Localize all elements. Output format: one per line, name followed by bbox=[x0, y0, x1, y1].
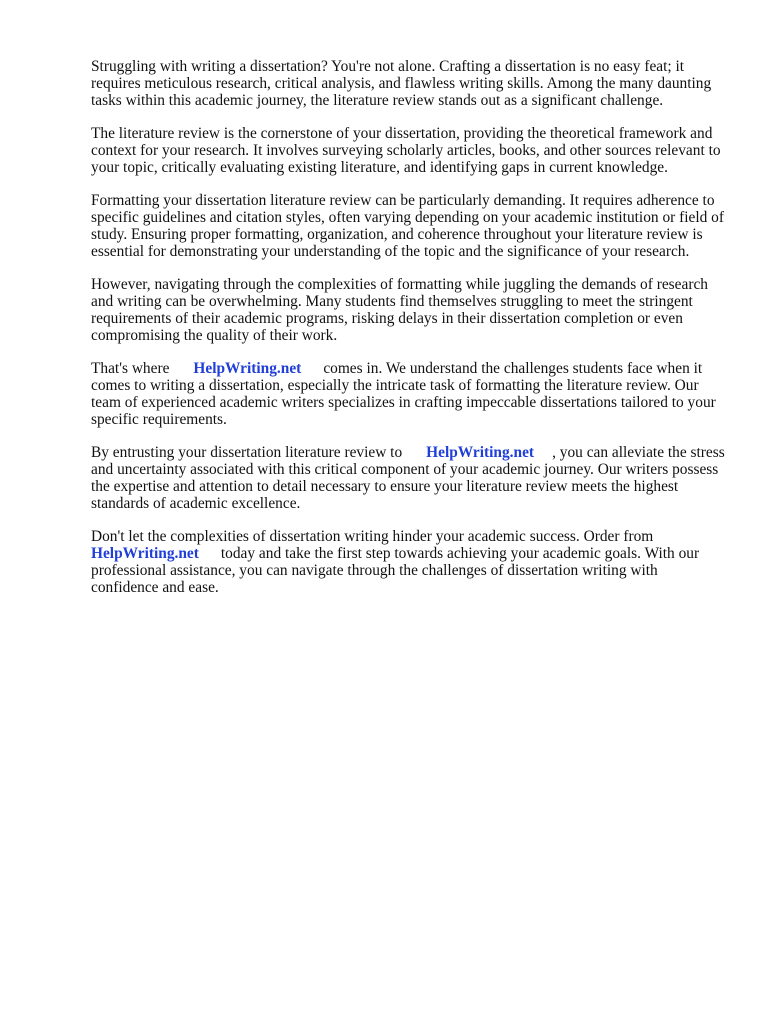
paragraph-text: That's where bbox=[91, 360, 170, 377]
paragraph-text: today and take the first step towards achieving your academic goals. With our professional assistance, you can navigate through the challenges of dissertation writing with confidence and ease. bbox=[91, 545, 700, 596]
paragraph-formatting: Formatting your dissertation literature review can be particularly demanding. It requires adherence to specific guidelines and citation styles, often varying depending on your academic institution or field of study. Ensuring proper formatting, organization, and coherence throughout your literature review is essential for demonstrating your understanding of the topic and the significance of your research. bbox=[91, 192, 724, 260]
helpwriting-link[interactable]: HelpWriting.net bbox=[193, 360, 302, 377]
document-body bbox=[91, 58, 725, 612]
paragraph-text: Don't let the complexities of dissertation writing hinder your academic success. Order from bbox=[91, 528, 654, 545]
paragraph-intro: Struggling with writing a dissertation? You're not alone. Crafting a dissertation is no easy feat; it requires meticulous research, critical analysis, and flawless writing skills. Among the many daunting tasks within this academic journey, the literature review stands out as a significant challenge. bbox=[91, 58, 712, 109]
paragraph-complexities: However, navigating through the complexities of formatting while juggling the demands of research and writing can be overwhelming. Many students find themselves struggling to meet the stringent requirements of their academic programs, risking delays in their dissertation completion or even compromising the quality of their work. bbox=[91, 276, 708, 344]
paragraph-entrusting bbox=[91, 444, 725, 512]
paragraph-text: By entrusting your dissertation literature review to bbox=[91, 444, 403, 461]
paragraph-order bbox=[91, 528, 725, 596]
paragraph-text: , you can alleviate the stress and uncertainty associated with this critical component of your academic journey. Our writers possess the expertise and attention to detail necessary to ensure your literature review meets the highest standards of academic excellence. bbox=[91, 444, 725, 512]
paragraph-text: comes in. We understand the challenges students face when it comes to writing a dissertation, especially the intricate task of formatting the literature review. Our team of experienced academic writers specializes in crafting impeccable dissertations tailored to your specific requirements. bbox=[91, 360, 716, 428]
paragraph-thats-where bbox=[91, 360, 725, 428]
helpwriting-link[interactable]: HelpWriting.net bbox=[426, 444, 535, 461]
helpwriting-link[interactable]: HelpWriting.net bbox=[91, 545, 199, 562]
paragraph-literature-review: The literature review is the cornerstone of your dissertation, providing the theoretical framework and context for your research. It involves surveying scholarly articles, books, and other sources relevant to your topic, critically evaluating existing literature, and identifying gaps in current knowledge. bbox=[91, 125, 721, 176]
